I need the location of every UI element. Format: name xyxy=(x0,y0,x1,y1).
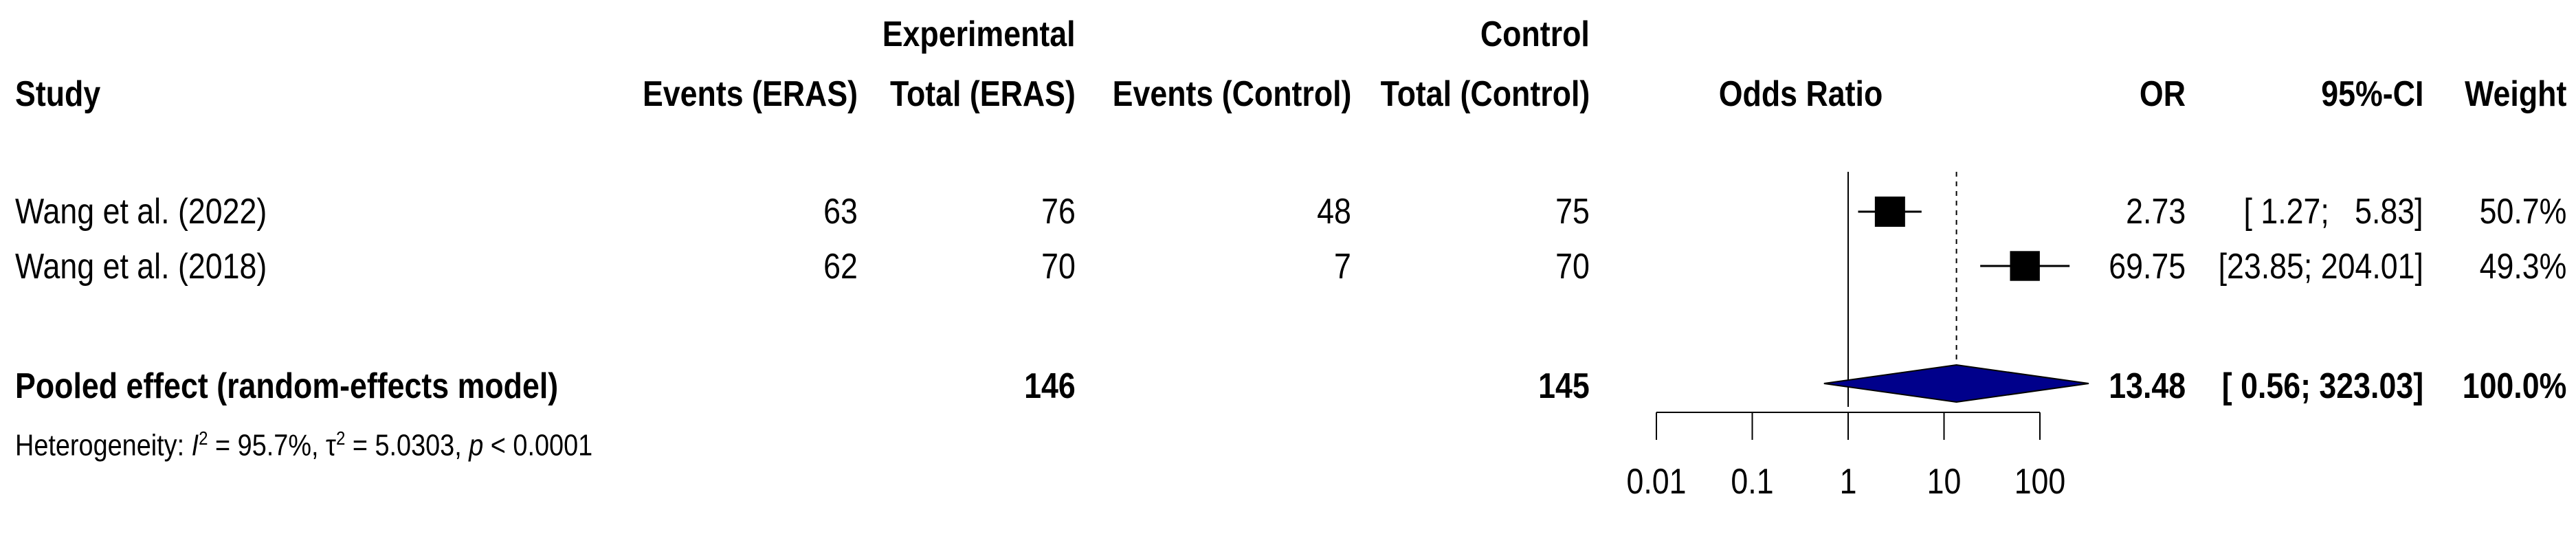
total-eras-cell: 70 xyxy=(1041,247,1076,287)
pooled-label: Pooled effect (random-effects model) xyxy=(15,366,559,406)
x-axis-tick-label: 10 xyxy=(1927,461,1962,502)
x-axis-tick-label: 100 xyxy=(2014,461,2066,502)
pooled-or: 13.48 xyxy=(2109,366,2186,406)
pooled-ci: [ 0.56; 323.03] xyxy=(2221,366,2423,406)
events-control-cell: 7 xyxy=(1334,247,1351,287)
weight-cell: 49.3% xyxy=(2479,247,2566,287)
ci-cell: [ 1.27; 5.83] xyxy=(2243,192,2423,232)
x-axis-tick-label: 1 xyxy=(1839,461,1857,502)
pooled-total-eras: 146 xyxy=(1024,366,1076,406)
ci-header: 95%-CI xyxy=(2320,74,2423,114)
weight-header: Weight xyxy=(2464,74,2566,114)
weight-cell: 50.7% xyxy=(2479,192,2566,232)
control-group-header: Control xyxy=(1480,14,1590,54)
or-header: OR xyxy=(2139,74,2186,114)
events-control-header: Events (Control) xyxy=(1112,74,1351,114)
pooled-total-control: 145 xyxy=(1538,366,1590,406)
effect-square xyxy=(2010,251,2039,280)
total-control-header: Total (Control) xyxy=(1380,74,1590,114)
x-axis-tick-label: 0.01 xyxy=(1626,461,1687,502)
total-control-cell: 75 xyxy=(1555,192,1590,232)
odds-ratio-header: Odds Ratio xyxy=(1718,74,1883,114)
total-control-cell: 70 xyxy=(1555,247,1590,287)
pooled-weight: 100.0% xyxy=(2462,366,2566,406)
x-axis-tick-label: 0.1 xyxy=(1731,461,1774,502)
experimental-group-header: Experimental xyxy=(882,14,1076,54)
effect-square xyxy=(1875,197,1905,227)
events-eras-cell: 62 xyxy=(823,247,858,287)
events-control-cell: 48 xyxy=(1317,192,1351,232)
study-name: Wang et al. (2018) xyxy=(15,247,267,287)
ci-cell: [23.85; 204.01] xyxy=(2218,247,2423,287)
or-cell: 2.73 xyxy=(2125,192,2186,232)
total-eras-header: Total (ERAS) xyxy=(890,74,1076,114)
or-cell: 69.75 xyxy=(2109,247,2186,287)
study-header: Study xyxy=(15,74,101,114)
heterogeneity-text: Heterogeneity: $I^2 = 95.7\%$, $\tau^2 = 5.0303$, p < 0.0001 xyxy=(15,427,593,463)
study-name: Wang et al. (2022) xyxy=(15,192,267,232)
events-eras-header: Events (ERAS) xyxy=(642,74,858,114)
events-eras-cell: 63 xyxy=(823,192,858,232)
pooled-diamond xyxy=(1824,365,2089,402)
total-eras-cell: 76 xyxy=(1041,192,1076,232)
